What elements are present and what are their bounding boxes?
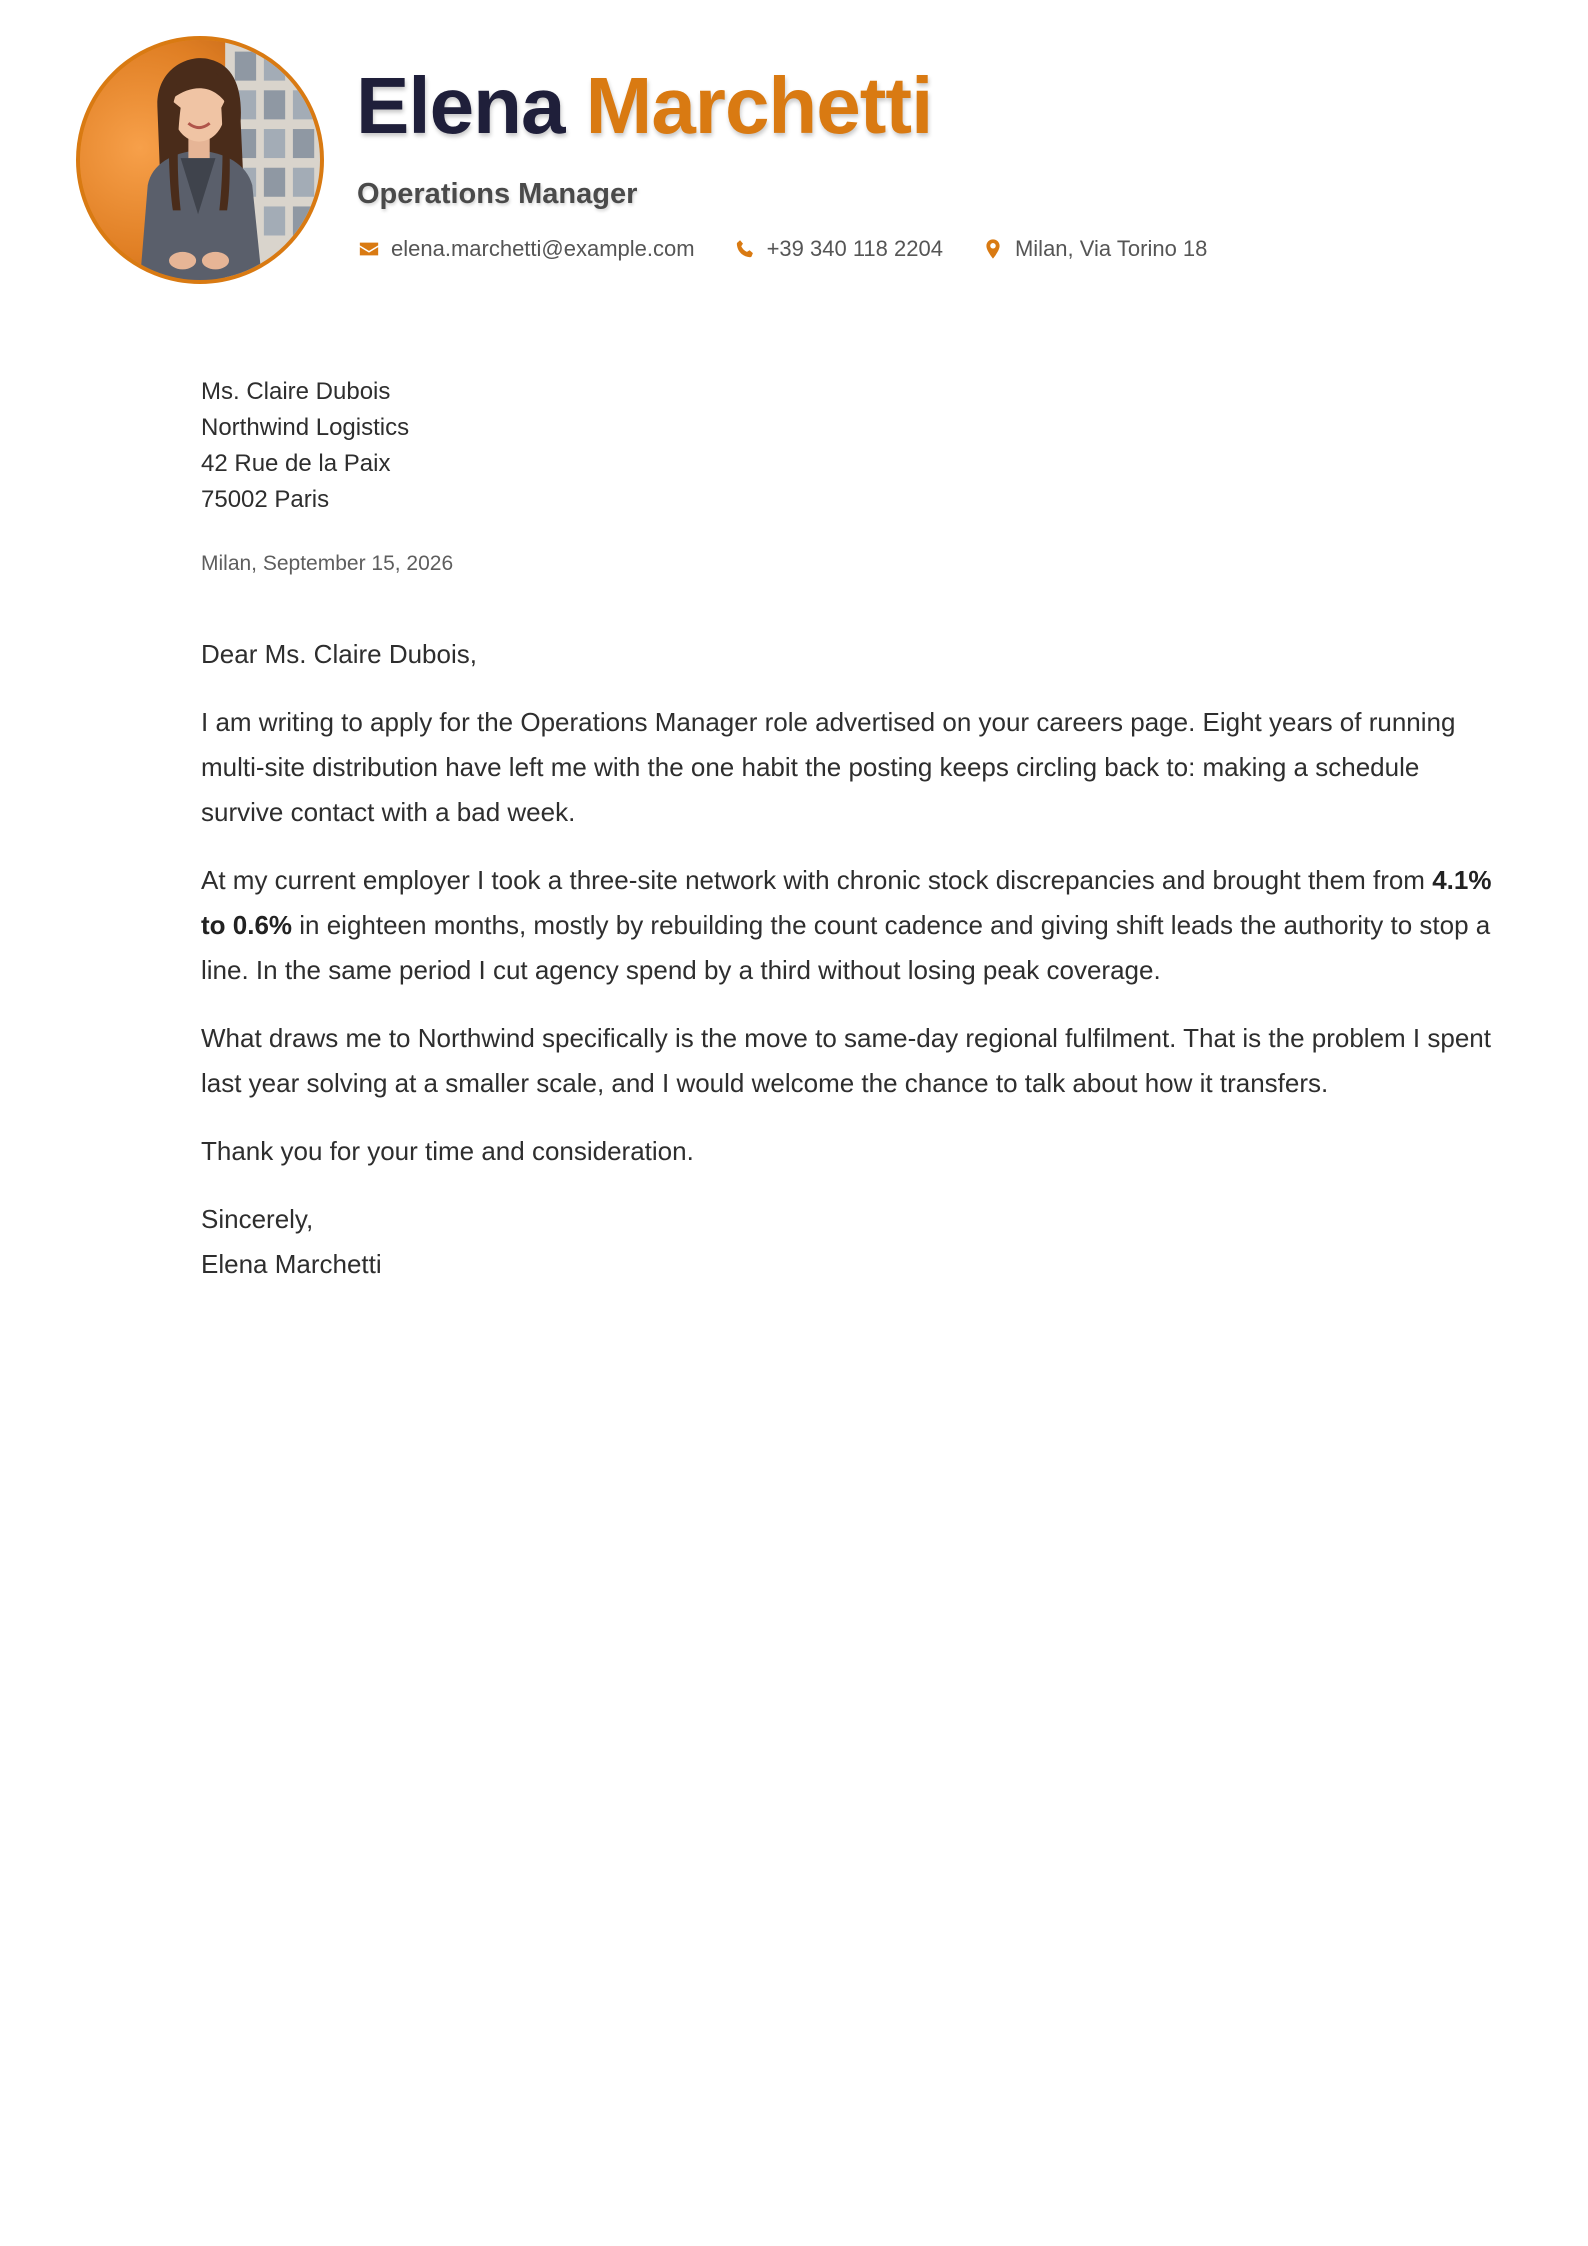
recipient-company: Northwind Logistics — [201, 414, 410, 441]
paragraph-achievements — [201, 858, 1501, 993]
salutation: Dear Ms. Claire Dubois, — [201, 639, 477, 669]
job-title: Operations Manager — [357, 178, 638, 210]
contact-info-row — [357, 232, 1245, 266]
first-name: Elena — [356, 61, 565, 150]
last-name: Marchetti — [585, 61, 933, 150]
envelope-icon — [357, 237, 381, 261]
paragraph-thanks: Thank you for your time and consideration. — [201, 1136, 694, 1166]
sign-off — [201, 1197, 1501, 1287]
discrepancy-figure: 4.1% to 0.6% — [201, 865, 1492, 940]
letter-date: Milan, September 15, 2026 — [201, 552, 454, 575]
paragraph-achievements-text-end: in eighteen months, mostly by rebuilding the count cadence and giving shift leads the authority to stop a line. In the same period I cut agency spend by a third without losing peak coverage. — [201, 910, 1491, 985]
contact-address — [981, 236, 1207, 262]
paragraph-achievements-text-start: At my current employer I took a three-site network with chronic stock discrepancies and brought them from — [201, 865, 1433, 895]
phone-icon — [733, 237, 757, 261]
signature-name: Elena Marchetti — [201, 1249, 382, 1279]
phone-text: +39 340 118 2204 — [766, 236, 943, 261]
contact-email[interactable] — [357, 236, 695, 262]
recipient-address-block — [201, 374, 409, 518]
paragraph-motivation: What draws me to Northwind specifically is the move to same-day regional fulfilment. That is the problem I spent last year solving at a smaller scale, and I would welcome the chance to talk about how it transfers. — [201, 1023, 1491, 1098]
address-text: Milan, Via Torino 18 — [1014, 236, 1208, 261]
paragraph-intro: I am writing to apply for the Operations Manager role advertised on your careers page. Eight years of running multi-site distribution have left me with the one habit the posting keeps circling back to: making a schedule survive contact with a bad week. — [201, 707, 1456, 827]
closing: Sincerely, — [201, 1204, 314, 1234]
contact-phone[interactable] — [733, 236, 943, 262]
letter-body — [201, 632, 1501, 1287]
profile-photo — [76, 36, 324, 284]
map-pin-icon — [981, 237, 1005, 261]
email-text: elena.marchetti@example.com — [391, 236, 695, 261]
recipient-city: 75002 Paris — [201, 486, 330, 513]
recipient-street: 42 Rue de la Paix — [201, 450, 391, 477]
recipient-name: Ms. Claire Dubois — [201, 378, 391, 405]
applicant-name — [356, 58, 932, 154]
